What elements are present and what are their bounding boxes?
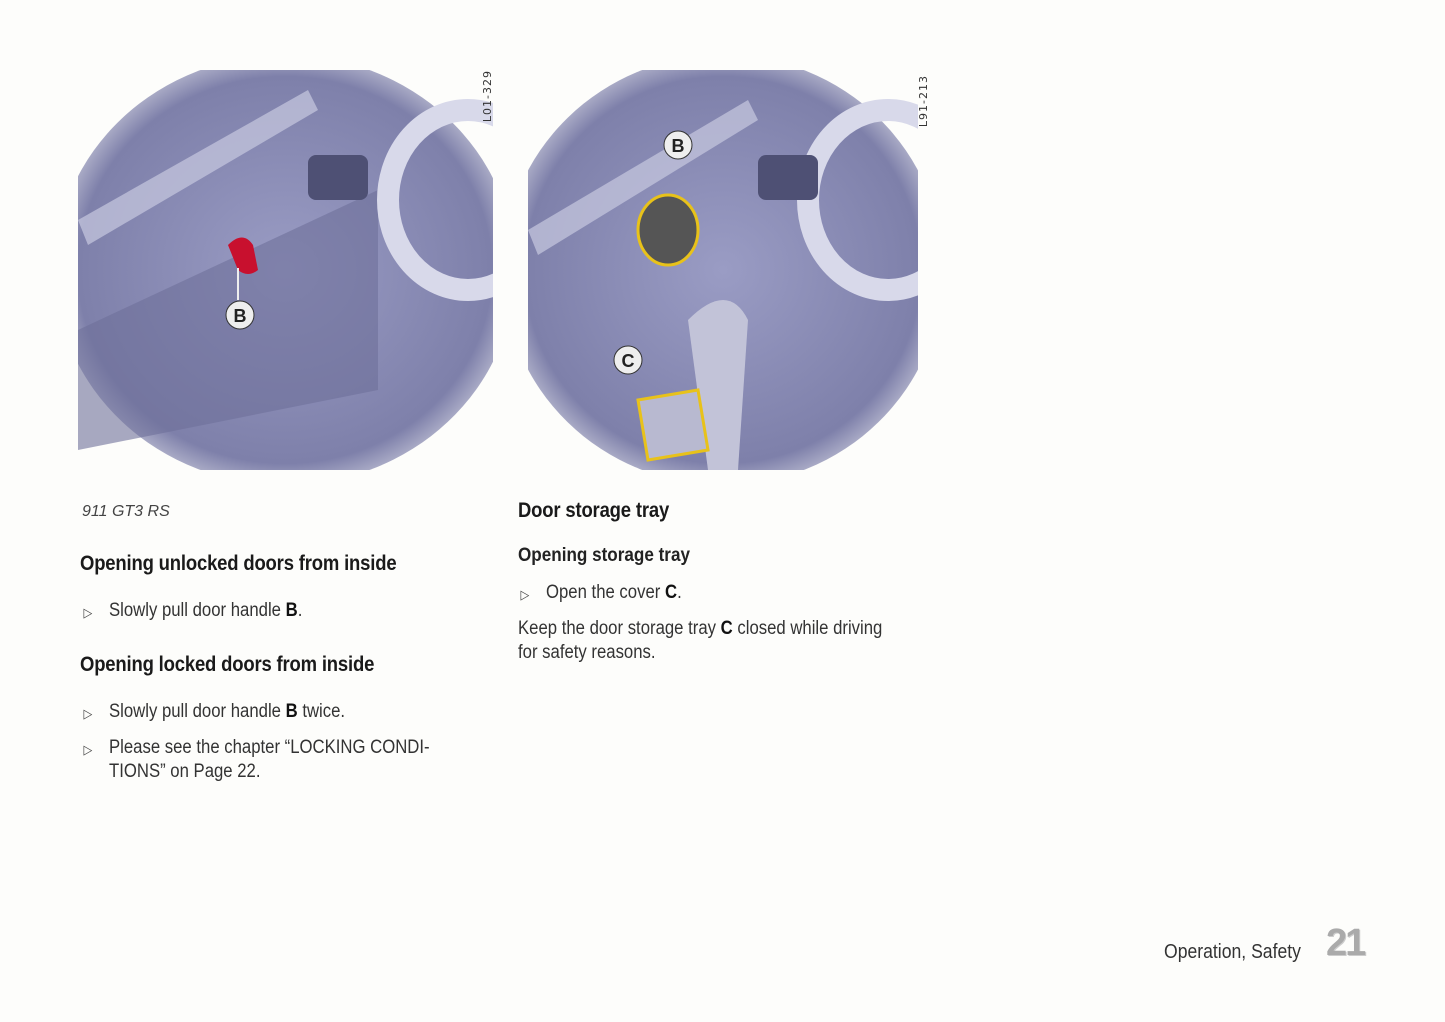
heading-unlocked: Opening unlocked doors from inside — [80, 552, 397, 575]
svg-text:C: C — [621, 351, 635, 371]
step-open-cover: ▷ Open the cover C. — [546, 581, 682, 605]
figure-code: L01-329 — [481, 70, 494, 123]
step-locked-1: ▷ Slowly pull door handle B twice. — [109, 700, 345, 724]
svg-text:B: B — [671, 136, 685, 156]
heading-door-storage-tray: Door storage tray — [518, 499, 670, 522]
bullet-icon: ▷ — [83, 706, 93, 721]
bullet-icon: ▷ — [520, 587, 530, 602]
footer-section: Operation, Safety — [1164, 941, 1301, 963]
step-unlocked: ▷ Slowly pull door handle B. — [109, 599, 302, 623]
subheading-opening-tray: Opening storage tray — [518, 545, 690, 566]
storage-tray-illustration — [528, 70, 918, 470]
svg-text:B: B — [233, 306, 247, 326]
safety-note: Keep the door storage tray C closed while driving for safety reasons. — [518, 618, 883, 663]
page-number: 21 — [1326, 922, 1365, 964]
heading-locked: Opening locked doors from inside — [80, 653, 375, 676]
door-handle-illustration — [78, 70, 493, 470]
figure-caption: 911 GT3 RS — [82, 503, 170, 520]
step-locked-2: ▷ Please see the chapter “LOCKING CONDI- TIONS” on Page 22. — [83, 737, 430, 782]
bullet-icon: ▷ — [83, 605, 93, 620]
bullet-icon: ▷ — [83, 742, 93, 757]
figure-code: L91-213 — [917, 75, 930, 128]
